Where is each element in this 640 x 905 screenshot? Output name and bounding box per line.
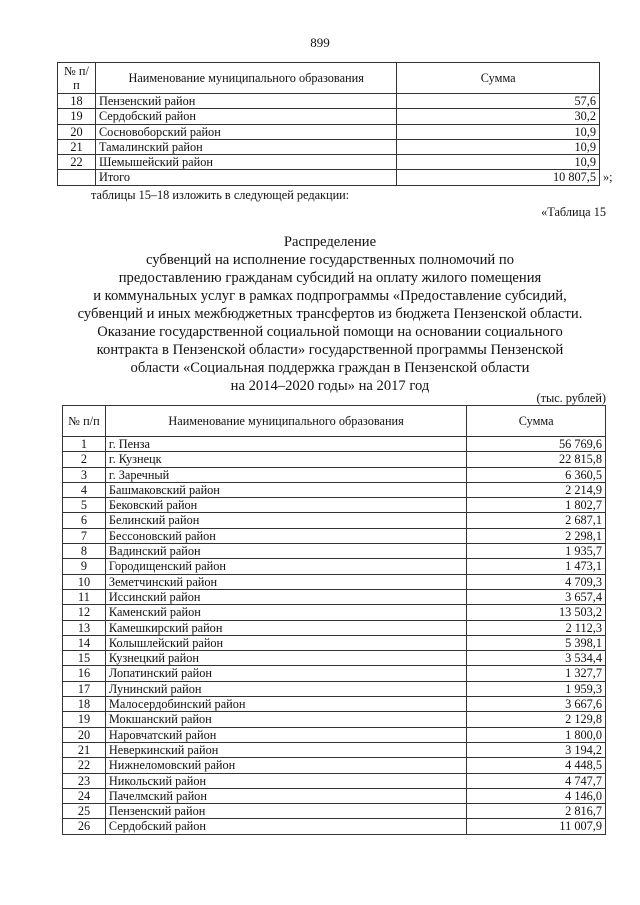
table-row (63, 574, 606, 589)
row-number: 26 (63, 819, 106, 834)
table-reference: «Таблица 15 (541, 205, 606, 219)
title-line: предоставлению гражданам субсидий на оплату жилого помещения (118, 270, 542, 286)
table-row (63, 742, 606, 757)
table-row (58, 94, 600, 109)
municipality-name: Никольский район (105, 773, 466, 788)
municipality-name: Камешкирский район (105, 620, 466, 635)
municipality-name: Итого (95, 170, 396, 185)
row-sum: 4 709,3 (467, 574, 606, 589)
row-sum: 10,9 (397, 124, 600, 139)
row-sum: 3 194,2 (467, 742, 606, 757)
municipality-name: Лунинский район (105, 681, 466, 696)
table-row (63, 559, 606, 574)
row-sum: 1 473,1 (467, 559, 606, 574)
table-row (63, 804, 606, 819)
municipality-name: Сердобский район (105, 819, 466, 834)
row-number: 16 (63, 666, 106, 681)
header-number: № п/п (58, 63, 96, 94)
table-header-row (63, 406, 606, 437)
table-row (58, 155, 600, 170)
municipality-name: Лопатинский район (105, 666, 466, 681)
row-sum: 4 747,7 (467, 773, 606, 788)
row-number: 23 (63, 773, 106, 788)
municipality-name: Мокшанский район (105, 712, 466, 727)
closing-quote: »; (603, 170, 613, 184)
row-sum: 10 807,5 (397, 170, 600, 185)
row-sum: 2 298,1 (467, 528, 606, 543)
municipality-name: Наровчатский район (105, 727, 466, 742)
row-sum: 57,6 (397, 94, 600, 109)
row-sum: 5 398,1 (467, 635, 606, 650)
title-line: субвенций и иных межбюджетных трансфертов из бюджета Пензенской области. (77, 306, 583, 322)
row-number: 21 (58, 139, 96, 154)
municipality-name: Земетчинский район (105, 574, 466, 589)
row-sum: 2 214,9 (467, 482, 606, 497)
municipality-name: Тамалинский район (95, 139, 396, 154)
row-sum: 1 935,7 (467, 544, 606, 559)
table-row (58, 139, 600, 154)
municipality-name: г. Кузнецк (105, 452, 466, 467)
municipality-name: г. Заречный (105, 467, 466, 482)
row-number: 12 (63, 605, 106, 620)
municipality-name: Белинский район (105, 513, 466, 528)
municipality-name: Колышлейский район (105, 635, 466, 650)
row-sum: 2 687,1 (467, 513, 606, 528)
row-number: 2 (63, 452, 106, 467)
row-number: 17 (63, 681, 106, 696)
row-number: 15 (63, 651, 106, 666)
row-number: 8 (63, 544, 106, 559)
row-number: 19 (63, 712, 106, 727)
row-sum: 10,9 (397, 139, 600, 154)
row-sum: 4 146,0 (467, 788, 606, 803)
page-number: 899 (310, 35, 330, 50)
units-label: (тыс. рублей) (536, 391, 606, 405)
table-row (58, 170, 600, 185)
row-sum: 22 815,8 (467, 452, 606, 467)
table-row (63, 788, 606, 803)
table-row (63, 437, 606, 452)
table-row (63, 635, 606, 650)
table-row (58, 109, 600, 124)
table-row (63, 589, 606, 604)
row-number: 14 (63, 635, 106, 650)
row-number: 25 (63, 804, 106, 819)
table-row (63, 544, 606, 559)
municipality-name: Шемышейский район (95, 155, 396, 170)
row-sum: 56 769,6 (467, 437, 606, 452)
municipality-name: Пачелмский район (105, 788, 466, 803)
row-sum: 3 667,6 (467, 697, 606, 712)
municipality-name: Бессоновский район (105, 528, 466, 543)
row-number: 20 (63, 727, 106, 742)
table-row (63, 482, 606, 497)
title-line: Распределение (283, 234, 377, 250)
municipality-name: Неверкинский район (105, 742, 466, 757)
table-header-row (58, 63, 600, 94)
table-title (40, 233, 620, 395)
table-15 (62, 405, 606, 835)
title-line: Оказание государственной социальной помощи на основании социального (97, 324, 563, 340)
row-number: 18 (63, 697, 106, 712)
row-number: 4 (63, 482, 106, 497)
municipality-name: Пензенский район (95, 94, 396, 109)
municipality-name: Пензенский район (105, 804, 466, 819)
row-number: 9 (63, 559, 106, 574)
row-number: 11 (63, 589, 106, 604)
paragraph: таблицы 15–18 изложить в следующей редакции: (91, 188, 350, 202)
row-sum: 1 959,3 (467, 681, 606, 696)
title-line: области «Социальная поддержка граждан в Пензенской области (130, 360, 530, 376)
row-number: 10 (63, 574, 106, 589)
row-sum: 6 360,5 (467, 467, 606, 482)
row-sum: 1 327,7 (467, 666, 606, 681)
table-row (63, 605, 606, 620)
table-previous-continuation (57, 62, 600, 186)
table-row (63, 727, 606, 742)
row-number: 19 (58, 109, 96, 124)
row-number: 5 (63, 498, 106, 513)
row-number: 1 (63, 437, 106, 452)
table-row (63, 666, 606, 681)
row-number: 18 (58, 94, 96, 109)
table-row (58, 124, 600, 139)
table-row (63, 528, 606, 543)
table-row (63, 819, 606, 834)
row-number: 13 (63, 620, 106, 635)
table-row (63, 513, 606, 528)
municipality-name: Вадинский район (105, 544, 466, 559)
title-line: контракта в Пензенской области» государственной программы Пензенской (96, 342, 564, 358)
title-line: субвенций на исполнение государственных полномочий по (146, 252, 514, 268)
row-number: 20 (58, 124, 96, 139)
row-sum: 11 007,9 (467, 819, 606, 834)
title-line: на 2014–2020 годы» на 2017 год (230, 378, 430, 394)
row-number: 21 (63, 742, 106, 757)
municipality-name: Каменский район (105, 605, 466, 620)
table-row (63, 467, 606, 482)
municipality-name: Сердобский район (95, 109, 396, 124)
row-sum: 2 112,3 (467, 620, 606, 635)
row-sum: 3 534,4 (467, 651, 606, 666)
title-line: и коммунальных услуг в рамках подпрограммы «Предоставление субсидий, (93, 288, 567, 304)
row-number: 3 (63, 467, 106, 482)
table-row (63, 773, 606, 788)
table-row (63, 712, 606, 727)
municipality-name: Кузнецкий район (105, 651, 466, 666)
header-name: Наименование муниципального образования (105, 406, 466, 437)
header-sum: Сумма (467, 406, 606, 437)
row-number (58, 170, 96, 185)
row-sum: 2 816,7 (467, 804, 606, 819)
row-sum: 13 503,2 (467, 605, 606, 620)
header-number: № п/п (63, 406, 106, 437)
row-sum: 1 800,0 (467, 727, 606, 742)
row-sum: 10,9 (397, 155, 600, 170)
table-row (63, 498, 606, 513)
row-sum: 3 657,4 (467, 589, 606, 604)
header-sum: Сумма (397, 63, 600, 94)
municipality-name: Иссинский район (105, 589, 466, 604)
header-name: Наименование муниципального образования (95, 63, 396, 94)
row-number: 22 (63, 758, 106, 773)
table-row (63, 620, 606, 635)
municipality-name: Башмаковский район (105, 482, 466, 497)
municipality-name: Нижнеломовский район (105, 758, 466, 773)
municipality-name: Бековский район (105, 498, 466, 513)
municipality-name: Городищенский район (105, 559, 466, 574)
municipality-name: г. Пенза (105, 437, 466, 452)
table-row (63, 758, 606, 773)
row-sum: 2 129,8 (467, 712, 606, 727)
row-number: 24 (63, 788, 106, 803)
row-number: 6 (63, 513, 106, 528)
row-sum: 4 448,5 (467, 758, 606, 773)
municipality-name: Сосновоборский район (95, 124, 396, 139)
table-row (63, 697, 606, 712)
municipality-name: Малосердобинский район (105, 697, 466, 712)
row-sum: 1 802,7 (467, 498, 606, 513)
table-row (63, 651, 606, 666)
row-number: 22 (58, 155, 96, 170)
table-row (63, 452, 606, 467)
row-number: 7 (63, 528, 106, 543)
table-row (63, 681, 606, 696)
row-sum: 30,2 (397, 109, 600, 124)
